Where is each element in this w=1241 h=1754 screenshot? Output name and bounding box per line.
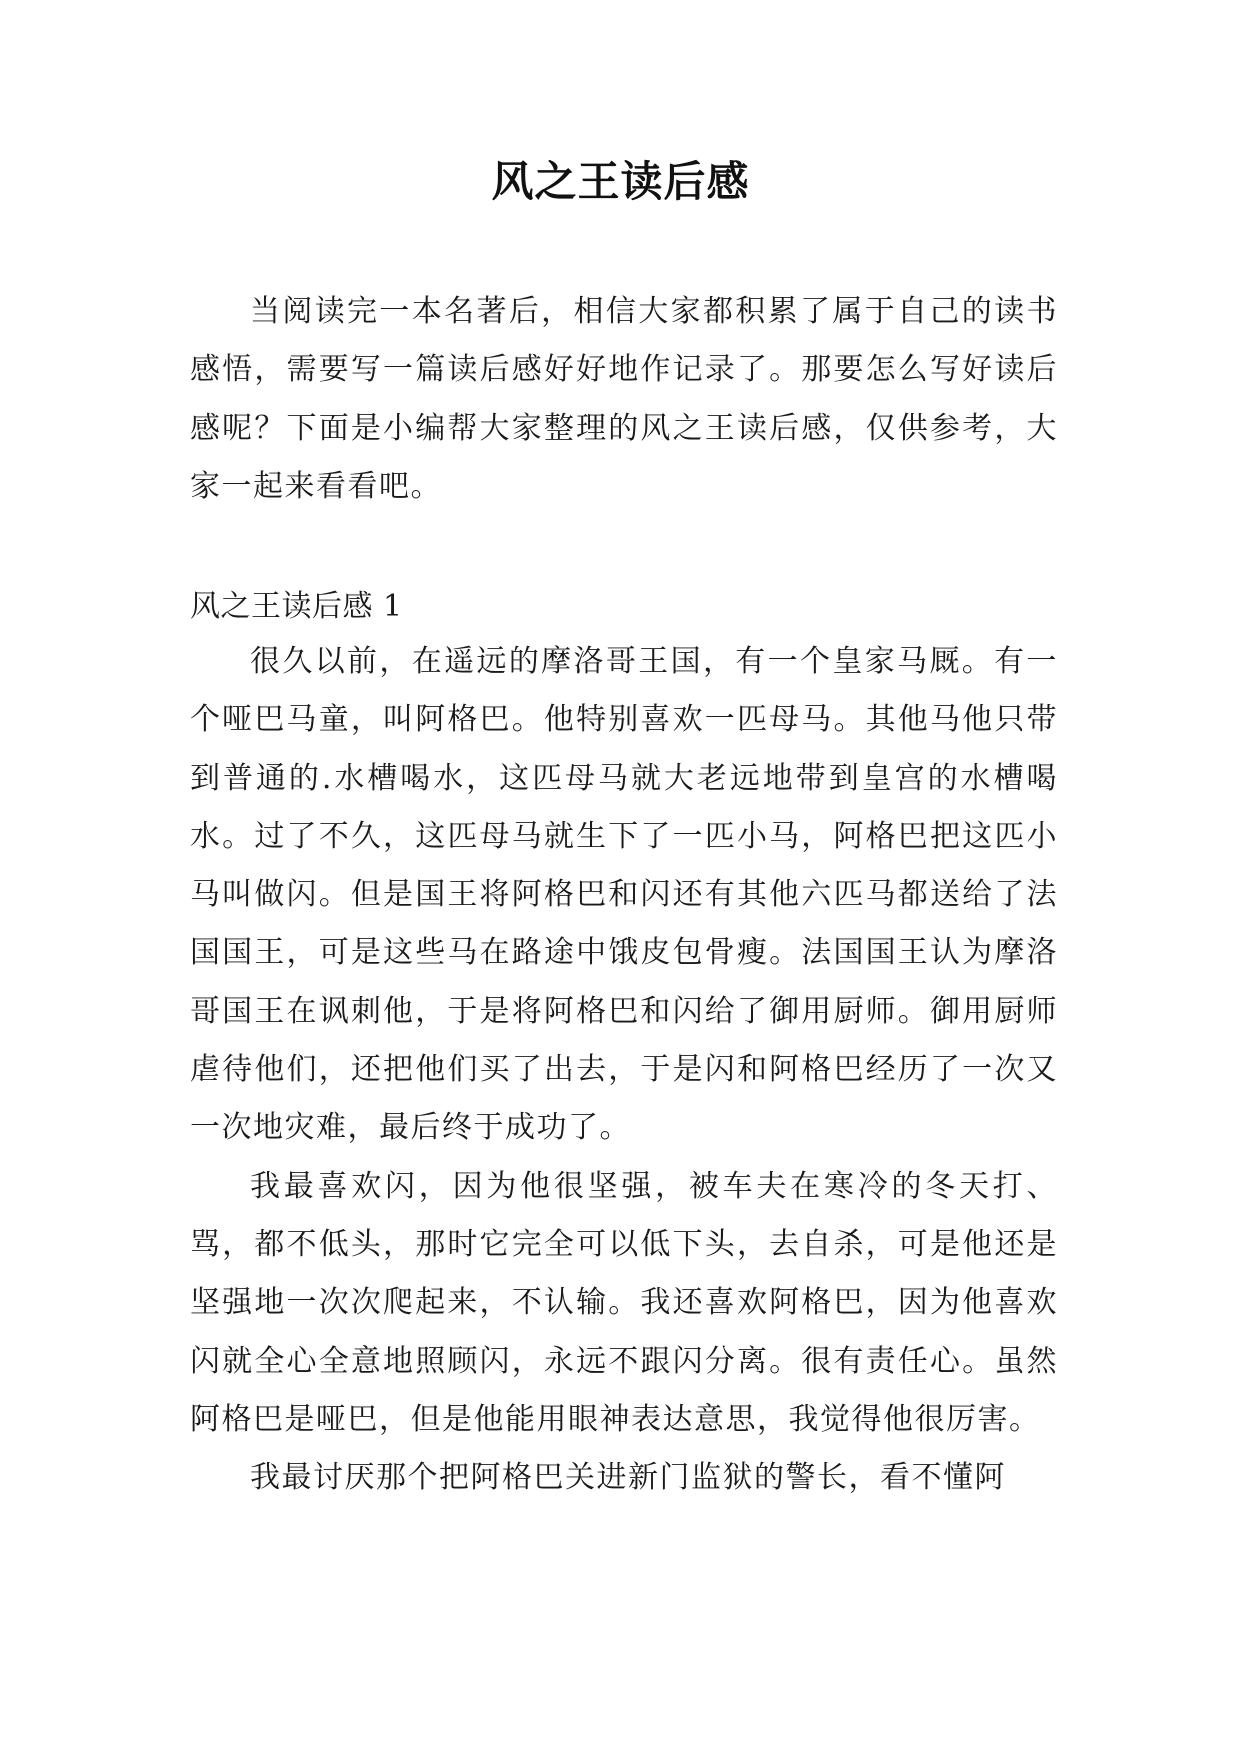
essay-paragraph: 我最讨厌那个把阿格巴关进新门监狱的警长，看不懂阿 (250, 1460, 1006, 1496)
intro-paragraph: 当阅读完一本名著后，相信大家都积累了属于自己的读书感悟，需要写一篇读后感好好地作记录了。那要怎么写好读后感呢？下面是小编帮大家整理的风之王读后感，仅供参考，大家一起来看看吧。 (190, 294, 1058, 504)
essay-paragraph: 很久以前，在遥远的摩洛哥王国，有一个皇家马厩。有一个哑巴马童，叫阿格巴。他特别喜欢一匹母马。其他马他只带到普通的.水槽喝水，这匹母马就大老远地带到皇宫的水槽喝水。过了不久，这匹母马就生下了一匹小马，阿格巴把这匹小马叫做闪。但是国王将阿格巴和闪还有其他六匹马都送给了法国国王，可是这些马在路途中饿皮包骨瘦。法国国王认为摩洛哥国王在讽刺他，于是将阿格巴和闪给了御用厨师。御用厨师虐待他们，还把他们买了出去，于是闪和阿格巴经历了一次又一次地灾难，最后终于成功了。 (190, 644, 1058, 1146)
document-title: 风之王读后感 (491, 157, 750, 206)
essay-paragraph: 我最喜欢闪，因为他很坚强，被车夫在寒冷的冬天打、骂，都不低头，那时它完全可以低下头，去自杀，可是他还是坚强地一次次爬起来，不认输。我还喜欢阿格巴，因为他喜欢闪就全心全意地照顾闪，永远不跟闪分离。很有责任心。虽然阿格巴是哑巴，但是他能用眼神表达意思，我觉得他很厉害。 (190, 1168, 1058, 1437)
section-heading: 风之王读后感 1 (190, 589, 403, 624)
intro-block (190, 283, 1058, 516)
essay-body (190, 633, 1058, 1507)
